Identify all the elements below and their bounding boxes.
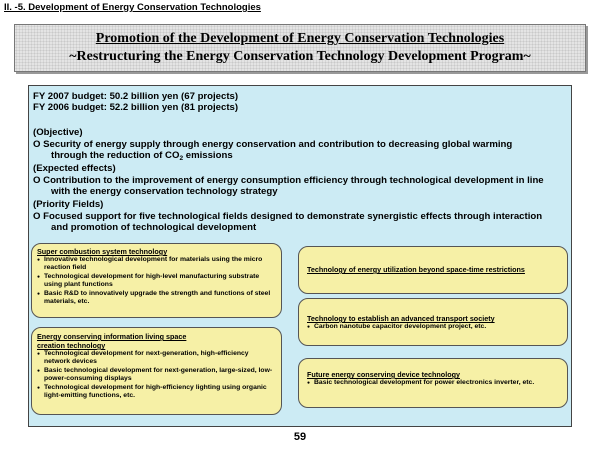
objective-line2: through the reduction of CO	[51, 150, 180, 161]
field-item: ● Technological development for next-generation, high-efficiency network devices	[37, 350, 276, 367]
field-title: Future energy conserving device technology	[307, 370, 460, 379]
field-item: ● Basic R&D to innovatively upgrade the strength and functions of steel materials, etc.	[37, 290, 276, 307]
objective-line1: Security of energy supply through energy conservation and contribution to decreasing global warming	[43, 139, 513, 150]
page-title: Promotion of the Development of Energy Conservation Technologies	[95, 31, 505, 46]
field-super-combustion	[31, 243, 282, 318]
section-label: II. -5. Development of Energy Conservation Technologies	[4, 2, 261, 13]
field-device	[298, 358, 568, 408]
field-item: ● Basic technological development for next-generation, large-sized, low-power-consuming displays	[37, 367, 276, 384]
objective-heading: (Objective)	[33, 127, 83, 138]
effects-heading: (Expected effects)	[33, 163, 116, 174]
budget-fy2006: FY 2006 budget: 52.2 billion yen (81 projects)	[33, 102, 239, 113]
field-title: Energy conserving information living space creation technology	[37, 332, 187, 350]
field-item: ● Technological development for high-efficiency lighting using organic light-emitting functions, etc.	[37, 384, 276, 401]
priority-line1: Focused support for five technological fields designed to demonstrate synergistic effects through interaction	[43, 211, 543, 222]
field-space-time	[298, 246, 568, 294]
priority-marker: O	[33, 211, 41, 222]
effects-line2: with the energy conservation technology strategy	[51, 186, 278, 197]
co2-subscript: 2	[179, 155, 184, 162]
field-item: ● Basic technological development for power electronics inverter, etc.	[307, 379, 559, 387]
priority-text	[33, 211, 567, 233]
field-item: ● Carbon nanotube capacitor development project, etc.	[307, 323, 559, 331]
priority-heading: (Priority Fields)	[33, 199, 104, 210]
title-banner	[14, 24, 586, 72]
objective-marker: O	[33, 139, 41, 150]
field-title: Technology to establish an advanced transport society	[307, 314, 495, 323]
priority-line2: and promotion of technological development	[51, 222, 257, 233]
field-title: Super combustion system technology	[37, 247, 168, 256]
budget-fy2007: FY 2007 budget: 50.2 billion yen (67 projects)	[33, 91, 239, 102]
page-subtitle: ~Restructuring the Energy Conservation Technology Development Program~	[69, 49, 531, 64]
field-transport	[298, 298, 568, 346]
objective-line2-suffix: emissions	[183, 150, 233, 161]
field-item: ● Technological development for high-level manufacturing substrate using plant functions	[37, 273, 276, 290]
field-title: Technology of energy utilization beyond space-time restrictions	[307, 265, 525, 274]
field-item: ● Innovative technological development for materials using the micro reaction field	[37, 256, 276, 273]
page-number: 59	[293, 431, 307, 443]
effects-line1: Contribution to the improvement of energy consumption efficiency through technological development in line	[43, 175, 544, 186]
effects-text	[33, 175, 567, 197]
objective-text	[33, 139, 567, 162]
effects-marker: O	[33, 175, 41, 186]
field-info-living-space	[31, 327, 282, 415]
